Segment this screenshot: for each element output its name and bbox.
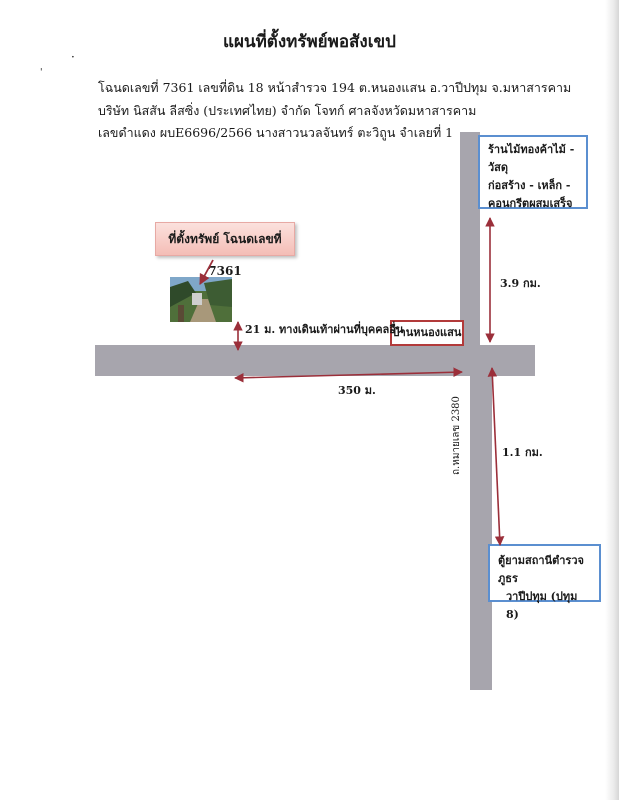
page-title: แผนที่ตั้งทรัพย์พอสังเขป: [223, 32, 396, 52]
speck: ·: [71, 50, 75, 64]
distance-3-9km-label: 3.9 กม.: [500, 277, 541, 290]
shop-line: ร้านไม้ทองค้าไม้ - วัสดุ: [488, 143, 575, 174]
distance-1-1km-arrow: [492, 368, 500, 545]
village-landmark-box: บ้านหนองแสน: [390, 320, 464, 346]
callout-pointer-arrow: [200, 260, 213, 284]
police-line: วาปีปทุม (ปทุม 8): [506, 590, 578, 621]
property-location-callout: ที่ตั้งทรัพย์ โฉนดเลขที่ 7361: [155, 222, 295, 256]
header-line-deed: โฉนดเลขที่ 7361 เลขที่ดิน 18 หน้าสำรวจ 194 ต.หนองแสน อ.วาปีปทุม จ.มหาสารคาม: [98, 80, 572, 95]
distance-350m-label: 350 ม.: [338, 384, 376, 397]
walkway-distance-label: 21 ม. ทางเดินเท้าผ่านที่บุคคลอื่น: [245, 323, 404, 336]
shop-line: ก่อสร้าง - เหล็ก -: [488, 179, 571, 192]
distance-1-1km-label: 1.1 กม.: [502, 446, 543, 459]
header-line-parties: บริษัท นิสสัน ลีสซิ่ง (ประเทศไทย) จำกัด โจทก์ ศาลจังหวัดมหาสารคาม: [98, 103, 477, 118]
road-number-label: ถ.หมายเลข 2380: [451, 396, 462, 475]
speck: ': [40, 68, 43, 78]
shop-line: คอนกรีตผสมเสร็จ: [488, 197, 573, 210]
distance-350m-arrow: [235, 372, 462, 378]
header-line-case: เลขดำแดง ผบE6696/2566 นางสาวนวลจันทร์ ตะวิถูน จำเลยที่ 1: [98, 125, 454, 140]
police-line: ตู้ยามสถานีตำรวจภูธร: [498, 554, 584, 585]
